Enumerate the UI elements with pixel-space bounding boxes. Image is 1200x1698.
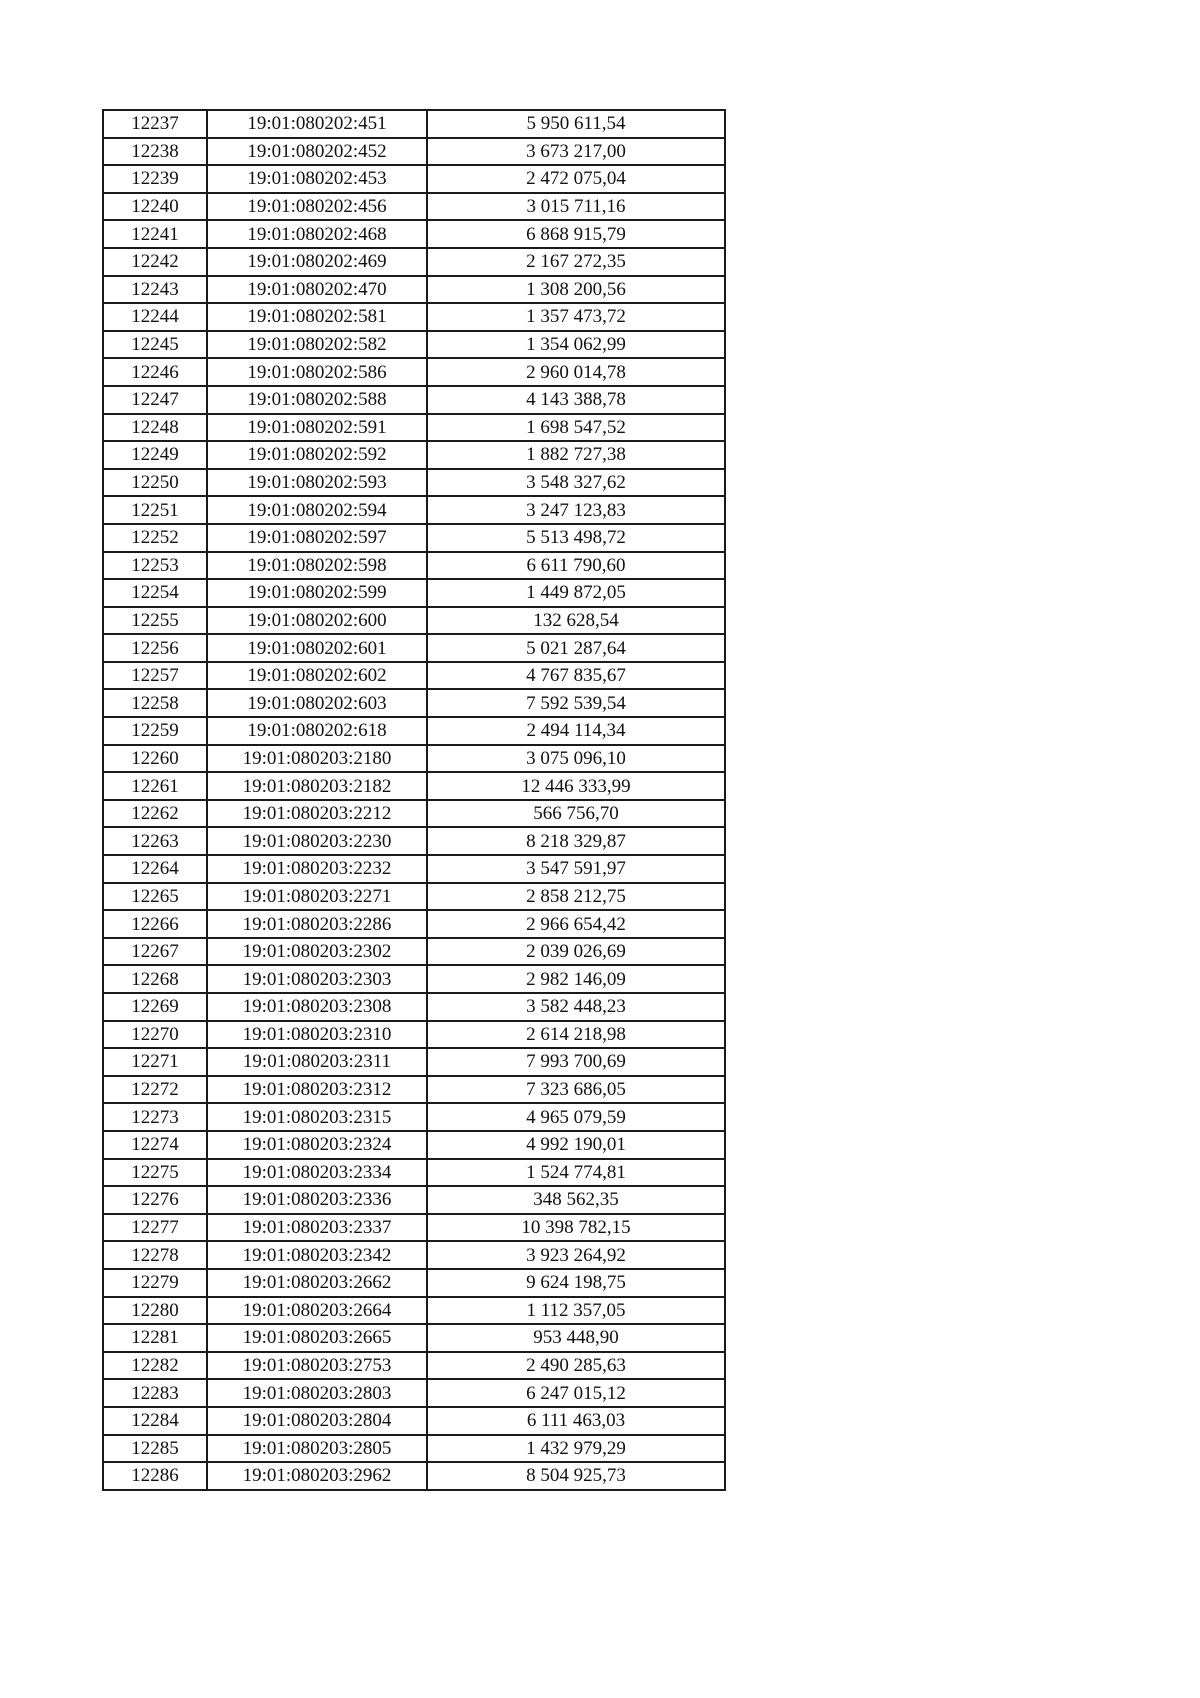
table-row <box>103 827 725 855</box>
cadastral-number-cell: 19:01:080202:593 <box>207 469 427 497</box>
table-row <box>103 1297 725 1325</box>
row-number-cell: 12281 <box>103 1324 207 1352</box>
value-cell: 2 614 218,98 <box>427 1021 725 1049</box>
table-row <box>103 165 725 193</box>
row-number-cell: 12241 <box>103 220 207 248</box>
cadastral-number-cell: 19:01:080202:594 <box>207 496 427 524</box>
row-number-cell: 12282 <box>103 1352 207 1380</box>
table-row <box>103 1103 725 1131</box>
row-number-cell: 12258 <box>103 689 207 717</box>
value-cell: 1 524 774,81 <box>427 1159 725 1187</box>
table-row <box>103 276 725 304</box>
cadastral-number-cell: 19:01:080202:468 <box>207 220 427 248</box>
value-cell: 2 472 075,04 <box>427 165 725 193</box>
row-number-cell: 12276 <box>103 1186 207 1214</box>
value-cell: 12 446 333,99 <box>427 772 725 800</box>
cadastral-number-cell: 19:01:080202:600 <box>207 607 427 635</box>
cadastral-number-cell: 19:01:080202:588 <box>207 386 427 414</box>
table-row <box>103 552 725 580</box>
row-number-cell: 12246 <box>103 358 207 386</box>
table-row <box>103 772 725 800</box>
table-row <box>103 386 725 414</box>
cadastral-number-cell: 19:01:080202:469 <box>207 248 427 276</box>
row-number-cell: 12285 <box>103 1435 207 1463</box>
value-cell: 5 950 611,54 <box>427 110 725 138</box>
value-cell: 4 767 835,67 <box>427 662 725 690</box>
row-number-cell: 12266 <box>103 910 207 938</box>
value-cell: 3 673 217,00 <box>427 138 725 166</box>
row-number-cell: 12268 <box>103 965 207 993</box>
value-cell: 132 628,54 <box>427 607 725 635</box>
cadastral-number-cell: 19:01:080203:2310 <box>207 1021 427 1049</box>
cadastral-number-cell: 19:01:080203:2324 <box>207 1131 427 1159</box>
cadastral-number-cell: 19:01:080203:2962 <box>207 1462 427 1490</box>
cadastral-number-cell: 19:01:080202:597 <box>207 524 427 552</box>
table-row <box>103 248 725 276</box>
value-cell: 1 698 547,52 <box>427 414 725 442</box>
table-row <box>103 469 725 497</box>
row-number-cell: 12264 <box>103 855 207 883</box>
value-cell: 1 354 062,99 <box>427 331 725 359</box>
table-row <box>103 1186 725 1214</box>
cadastral-number-cell: 19:01:080203:2302 <box>207 938 427 966</box>
row-number-cell: 12272 <box>103 1076 207 1104</box>
row-number-cell: 12252 <box>103 524 207 552</box>
row-number-cell: 12278 <box>103 1241 207 1269</box>
table-row <box>103 414 725 442</box>
row-number-cell: 12273 <box>103 1103 207 1131</box>
table-row <box>103 662 725 690</box>
table-row <box>103 1269 725 1297</box>
value-cell: 4 992 190,01 <box>427 1131 725 1159</box>
cadastral-number-cell: 19:01:080203:2271 <box>207 883 427 911</box>
value-cell: 5 021 287,64 <box>427 634 725 662</box>
table-row <box>103 220 725 248</box>
value-cell: 348 562,35 <box>427 1186 725 1214</box>
row-number-cell: 12263 <box>103 827 207 855</box>
row-number-cell: 12248 <box>103 414 207 442</box>
row-number-cell: 12271 <box>103 1048 207 1076</box>
value-cell: 566 756,70 <box>427 800 725 828</box>
row-number-cell: 12247 <box>103 386 207 414</box>
row-number-cell: 12239 <box>103 165 207 193</box>
table-row <box>103 441 725 469</box>
table-row <box>103 1352 725 1380</box>
cadastral-number-cell: 19:01:080203:2665 <box>207 1324 427 1352</box>
table-row <box>103 193 725 221</box>
cadastral-number-cell: 19:01:080202:618 <box>207 717 427 745</box>
table-row <box>103 1241 725 1269</box>
cadastral-number-cell: 19:01:080203:2230 <box>207 827 427 855</box>
cadastral-number-cell: 19:01:080203:2180 <box>207 745 427 773</box>
value-cell: 6 247 015,12 <box>427 1379 725 1407</box>
table-row <box>103 800 725 828</box>
cadastral-number-cell: 19:01:080203:2182 <box>207 772 427 800</box>
row-number-cell: 12259 <box>103 717 207 745</box>
table-row <box>103 579 725 607</box>
table-row <box>103 331 725 359</box>
value-cell: 1 432 979,29 <box>427 1435 725 1463</box>
value-cell: 1 308 200,56 <box>427 276 725 304</box>
cadastral-number-cell: 19:01:080203:2805 <box>207 1435 427 1463</box>
row-number-cell: 12260 <box>103 745 207 773</box>
row-number-cell: 12274 <box>103 1131 207 1159</box>
row-number-cell: 12238 <box>103 138 207 166</box>
row-number-cell: 12243 <box>103 276 207 304</box>
row-number-cell: 12265 <box>103 883 207 911</box>
cadastral-value-table <box>102 109 726 1491</box>
table-row <box>103 965 725 993</box>
value-cell: 2 039 026,69 <box>427 938 725 966</box>
table-row <box>103 1214 725 1242</box>
cadastral-number-cell: 19:01:080203:2664 <box>207 1297 427 1325</box>
value-cell: 7 993 700,69 <box>427 1048 725 1076</box>
cadastral-number-cell: 19:01:080203:2311 <box>207 1048 427 1076</box>
table-row <box>103 607 725 635</box>
cadastral-number-cell: 19:01:080202:470 <box>207 276 427 304</box>
value-cell: 953 448,90 <box>427 1324 725 1352</box>
table-row <box>103 358 725 386</box>
row-number-cell: 12250 <box>103 469 207 497</box>
cadastral-number-cell: 19:01:080203:2662 <box>207 1269 427 1297</box>
cadastral-number-cell: 19:01:080202:453 <box>207 165 427 193</box>
table-row <box>103 1407 725 1435</box>
cadastral-number-cell: 19:01:080203:2753 <box>207 1352 427 1380</box>
table-row <box>103 938 725 966</box>
row-number-cell: 12253 <box>103 552 207 580</box>
row-number-cell: 12257 <box>103 662 207 690</box>
row-number-cell: 12277 <box>103 1214 207 1242</box>
row-number-cell: 12242 <box>103 248 207 276</box>
value-cell: 2 960 014,78 <box>427 358 725 386</box>
value-cell: 2 858 212,75 <box>427 883 725 911</box>
row-number-cell: 12269 <box>103 993 207 1021</box>
table-row <box>103 496 725 524</box>
table-row <box>103 1435 725 1463</box>
value-cell: 1 112 357,05 <box>427 1297 725 1325</box>
value-cell: 2 167 272,35 <box>427 248 725 276</box>
row-number-cell: 12245 <box>103 331 207 359</box>
row-number-cell: 12244 <box>103 303 207 331</box>
table-row <box>103 138 725 166</box>
cadastral-number-cell: 19:01:080203:2336 <box>207 1186 427 1214</box>
value-cell: 2 982 146,09 <box>427 965 725 993</box>
value-cell: 3 015 711,16 <box>427 193 725 221</box>
cadastral-number-cell: 19:01:080202:591 <box>207 414 427 442</box>
value-cell: 6 111 463,03 <box>427 1407 725 1435</box>
table-row <box>103 745 725 773</box>
value-cell: 3 923 264,92 <box>427 1241 725 1269</box>
cadastral-number-cell: 19:01:080203:2303 <box>207 965 427 993</box>
cadastral-number-cell: 19:01:080203:2312 <box>207 1076 427 1104</box>
row-number-cell: 12261 <box>103 772 207 800</box>
cadastral-number-cell: 19:01:080202:451 <box>207 110 427 138</box>
value-cell: 10 398 782,15 <box>427 1214 725 1242</box>
cadastral-number-cell: 19:01:080202:603 <box>207 689 427 717</box>
value-cell: 9 624 198,75 <box>427 1269 725 1297</box>
value-cell: 1 449 872,05 <box>427 579 725 607</box>
value-cell: 3 548 327,62 <box>427 469 725 497</box>
table-row <box>103 1379 725 1407</box>
row-number-cell: 12255 <box>103 607 207 635</box>
value-cell: 6 611 790,60 <box>427 552 725 580</box>
value-cell: 4 143 388,78 <box>427 386 725 414</box>
table-row <box>103 993 725 1021</box>
row-number-cell: 12256 <box>103 634 207 662</box>
cadastral-number-cell: 19:01:080203:2337 <box>207 1214 427 1242</box>
value-cell: 3 075 096,10 <box>427 745 725 773</box>
cadastral-number-cell: 19:01:080203:2315 <box>207 1103 427 1131</box>
cadastral-number-cell: 19:01:080203:2308 <box>207 993 427 1021</box>
cadastral-number-cell: 19:01:080203:2803 <box>207 1379 427 1407</box>
table-row <box>103 689 725 717</box>
value-cell: 8 218 329,87 <box>427 827 725 855</box>
cadastral-number-cell: 19:01:080202:581 <box>207 303 427 331</box>
cadastral-number-cell: 19:01:080203:2334 <box>207 1159 427 1187</box>
table-row <box>103 717 725 745</box>
row-number-cell: 12284 <box>103 1407 207 1435</box>
table-row <box>103 110 725 138</box>
row-number-cell: 12249 <box>103 441 207 469</box>
value-cell: 3 582 448,23 <box>427 993 725 1021</box>
row-number-cell: 12254 <box>103 579 207 607</box>
value-cell: 5 513 498,72 <box>427 524 725 552</box>
table-row <box>103 883 725 911</box>
table-row <box>103 1021 725 1049</box>
table-row <box>103 303 725 331</box>
cadastral-number-cell: 19:01:080202:602 <box>207 662 427 690</box>
table-body <box>103 110 725 1490</box>
cadastral-number-cell: 19:01:080202:452 <box>207 138 427 166</box>
row-number-cell: 12280 <box>103 1297 207 1325</box>
table-row <box>103 910 725 938</box>
value-cell: 3 547 591,97 <box>427 855 725 883</box>
table-row <box>103 1048 725 1076</box>
row-number-cell: 12267 <box>103 938 207 966</box>
value-cell: 2 490 285,63 <box>427 1352 725 1380</box>
cadastral-number-cell: 19:01:080202:599 <box>207 579 427 607</box>
value-cell: 4 965 079,59 <box>427 1103 725 1131</box>
table-row <box>103 1131 725 1159</box>
table-row <box>103 1076 725 1104</box>
row-number-cell: 12240 <box>103 193 207 221</box>
row-number-cell: 12237 <box>103 110 207 138</box>
cadastral-number-cell: 19:01:080203:2286 <box>207 910 427 938</box>
table-row <box>103 1324 725 1352</box>
cadastral-number-cell: 19:01:080203:2342 <box>207 1241 427 1269</box>
table-row <box>103 634 725 662</box>
value-cell: 7 592 539,54 <box>427 689 725 717</box>
row-number-cell: 12286 <box>103 1462 207 1490</box>
row-number-cell: 12275 <box>103 1159 207 1187</box>
value-cell: 8 504 925,73 <box>427 1462 725 1490</box>
cadastral-number-cell: 19:01:080203:2232 <box>207 855 427 883</box>
row-number-cell: 12283 <box>103 1379 207 1407</box>
cadastral-number-cell: 19:01:080202:586 <box>207 358 427 386</box>
table-row <box>103 524 725 552</box>
row-number-cell: 12251 <box>103 496 207 524</box>
cadastral-number-cell: 19:01:080202:592 <box>207 441 427 469</box>
table-row <box>103 1159 725 1187</box>
value-cell: 6 868 915,79 <box>427 220 725 248</box>
cadastral-number-cell: 19:01:080202:601 <box>207 634 427 662</box>
value-cell: 1 357 473,72 <box>427 303 725 331</box>
cadastral-number-cell: 19:01:080203:2212 <box>207 800 427 828</box>
table-row <box>103 1462 725 1490</box>
row-number-cell: 12262 <box>103 800 207 828</box>
cadastral-number-cell: 19:01:080202:582 <box>207 331 427 359</box>
cadastral-number-cell: 19:01:080202:456 <box>207 193 427 221</box>
cadastral-number-cell: 19:01:080203:2804 <box>207 1407 427 1435</box>
value-cell: 2 494 114,34 <box>427 717 725 745</box>
row-number-cell: 12279 <box>103 1269 207 1297</box>
value-cell: 7 323 686,05 <box>427 1076 725 1104</box>
table-row <box>103 855 725 883</box>
value-cell: 1 882 727,38 <box>427 441 725 469</box>
value-cell: 3 247 123,83 <box>427 496 725 524</box>
cadastral-number-cell: 19:01:080202:598 <box>207 552 427 580</box>
value-cell: 2 966 654,42 <box>427 910 725 938</box>
row-number-cell: 12270 <box>103 1021 207 1049</box>
